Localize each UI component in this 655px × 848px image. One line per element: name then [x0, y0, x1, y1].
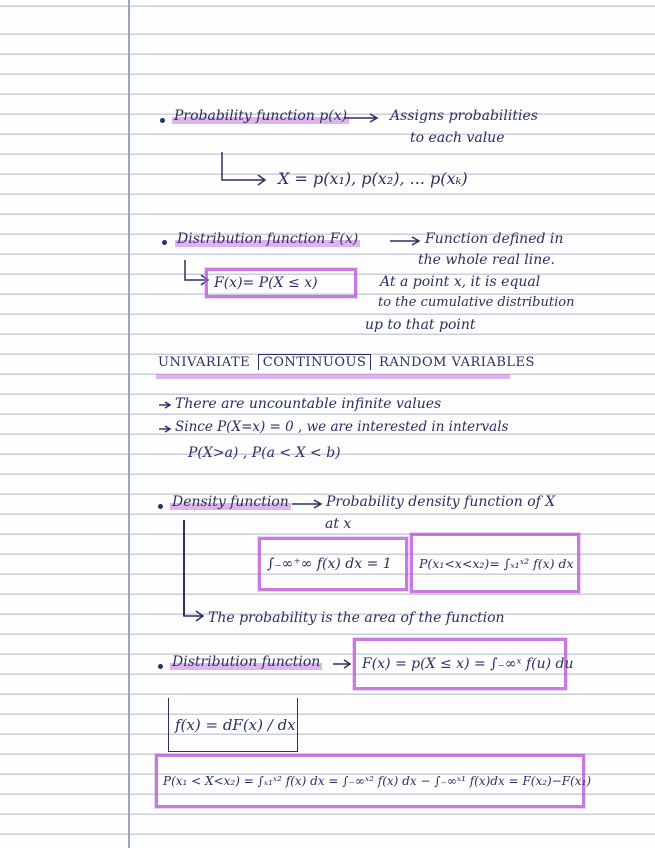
density-term-text: Density function: [172, 494, 289, 510]
density-formula-box-1: [258, 537, 408, 591]
arrow-right-icon: [342, 113, 382, 123]
dist-function-def-1: Function defined in: [425, 231, 564, 247]
interval-prob-formula-box: [155, 754, 592, 808]
density-term: [170, 495, 291, 509]
density-note: The probability is the area of the function: [208, 610, 505, 626]
arrow-right-icon: [388, 236, 424, 246]
heading-part3: RANDOM VARIABLES: [379, 355, 535, 370]
arrow-right-icon: [158, 401, 172, 409]
prob-function-formula: X = p(x₁), p(x₂), ... p(xₖ): [278, 169, 468, 188]
density-formula-1: ∫₋∞⁺∞ f(x) dx = 1: [267, 556, 392, 572]
bracket-line: [183, 520, 185, 616]
dist-function-term: [175, 232, 360, 246]
prob-function-def-1: Assigns probabilities: [390, 108, 538, 124]
arrow-right-icon: [332, 659, 354, 669]
prob-function-term: [172, 109, 349, 123]
density-formula-box-2: [410, 533, 580, 593]
prob-function-term-text: Probability function p(x): [174, 108, 348, 124]
arrow-right-icon: [290, 499, 326, 509]
bullet: [162, 240, 167, 245]
dist-continuous-term-text: Distribution function: [172, 654, 321, 670]
bullet: [160, 118, 165, 123]
bullet: [158, 504, 163, 509]
continuous-line-1: There are uncountable infinite values: [175, 396, 442, 412]
heading-part2: CONTINUOUS: [258, 354, 372, 370]
continuous-line-3: P(X>a) , P(a < X < b): [188, 445, 341, 461]
dist-function-def-2: the whole real line.: [418, 252, 555, 268]
interval-prob-formula: P(x₁ < X<x₂) = ∫ₓ₁ˣ² f(x) dx = ∫₋∞ˣ² f(x) dx − ∫₋∞ˣ¹ f(x)dx = F(x₂)−F(x₁): [163, 774, 592, 788]
dist-function-formula-box: [205, 268, 357, 298]
dist-function-term-text: Distribution function F(x): [177, 231, 359, 247]
down-right-arrow-icon: [182, 606, 208, 622]
dist-function-formula: F(x)= P(X ≤ x): [214, 275, 318, 291]
margin-line: [128, 0, 130, 848]
derivative-formula-box: [168, 698, 298, 752]
density-formula-2: P(x₁<x<x₂)= ∫ₓ₁ˣ² f(x) dx: [419, 555, 574, 571]
prob-function-def-2: to each value: [410, 130, 505, 146]
dist-function-def-5: up to that point: [365, 317, 476, 333]
derivative-formula: f(x) = dF(x) / dx: [175, 715, 296, 734]
section-heading: [158, 356, 535, 369]
dist-continuous-term: [170, 655, 322, 669]
heading-part1: UNIVARIATE: [158, 355, 251, 370]
heading-highlight: [156, 374, 510, 379]
down-right-arrow-icon: [220, 150, 270, 186]
arrow-right-icon: [158, 425, 172, 433]
bullet: [158, 664, 163, 669]
dist-continuous-formula: F(x) = p(X ≤ x) = ∫₋∞ˣ f(u) du: [362, 656, 574, 672]
dist-continuous-formula-box: [353, 638, 574, 690]
continuous-line-2: Since P(X=x) = 0 , we are interested in intervals: [175, 419, 509, 435]
density-def-2: at x: [325, 516, 352, 532]
dist-function-def-4: to the cumulative distribution: [378, 295, 575, 310]
dist-function-def-3: At a point x, it is equal: [380, 274, 541, 290]
density-def-1: Probability density function of X: [326, 494, 556, 510]
